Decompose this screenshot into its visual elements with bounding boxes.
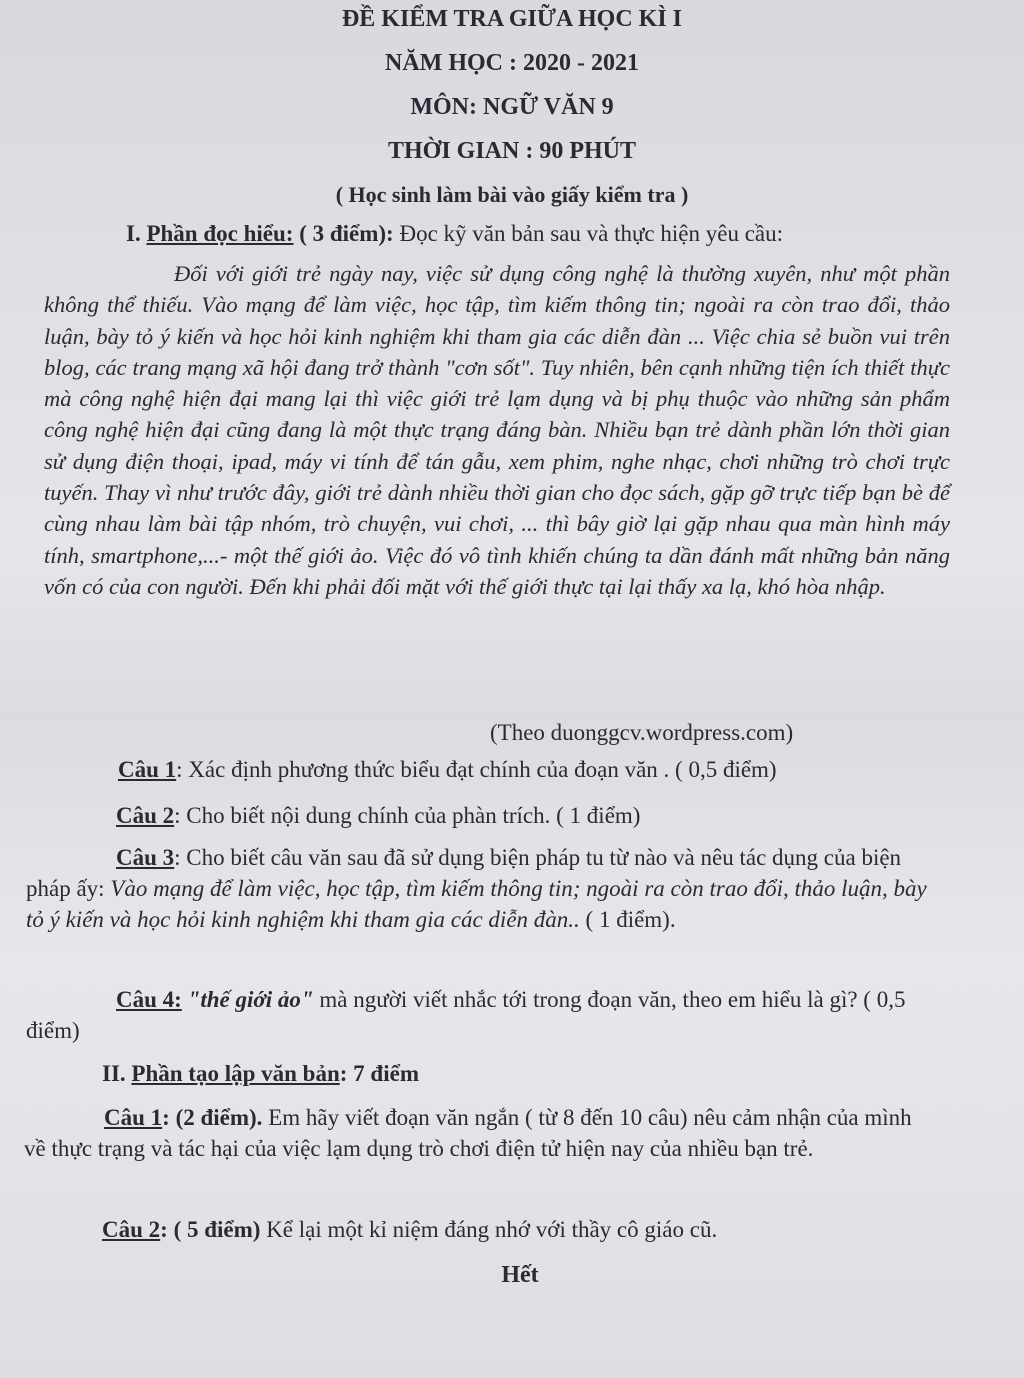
q4-label: Câu 4: <box>116 987 182 1012</box>
part1-title: Phần đọc hiểu: <box>146 221 294 246</box>
w1-text: Em hãy viết đoạn văn ngắn ( từ 8 đến 10 câu) nêu cảm nhận của mình về thực trạng và tác hại của việc lạm dụng trò chơi điện tử hiện nay của nhiều bạn trẻ. <box>24 1105 912 1161</box>
q2-label: Câu 2 <box>116 803 175 828</box>
part1-label: I. <box>126 221 141 246</box>
part1-heading <box>126 218 926 249</box>
q2-text: : Cho biết nội dung chính của phàn trích. ( 1 điểm) <box>174 803 641 828</box>
school-year: NĂM HỌC : 2020 - 2021 <box>385 50 639 76</box>
part2-title: Phần tạo lập văn bản <box>131 1061 340 1086</box>
q4-text: mà người viết nhắc tới trong đoạn văn, theo em hiểu là gì? ( 0,5 điểm) <box>26 987 906 1043</box>
question-3 <box>26 842 936 935</box>
q1-label: Câu 1 <box>118 757 177 782</box>
w2-label: Câu 2 <box>102 1217 161 1242</box>
question-2 <box>116 800 916 831</box>
reading-passage: Đối với giới trẻ ngày nay, việc sử dụng công nghệ là thường xuyên, như một phần không thể thiếu. Vào mạng để làm việc, học tập, tìm kiếm thông tin; ngoài ra còn trao đổi, thảo luận, bày tỏ ý kiến và học hỏi kinh nghiệm khi tham gia các diễn đàn ... Việc chia sẻ buồn vui trên blog, các trang mạng xã hội đang trở thành "cơn sốt". Tuy nhiên, bên cạnh những tiện ích thiết thực mà công nghệ hiện đại mang lại thì việc giới trẻ lạm dụng và bị phụ thuộc vào những sản phẩm công nghệ hiện đại cũng đang là một thực trạng đáng bàn. Nhiều bạn trẻ dành phần lớn thời gian sử dụng điện thoại, ipad, máy vi tính để tán gẫu, xem phim, nghe nhạc, chơi những trò chơi trực tuyến. Thay vì như trước đây, giới trẻ dành nhiều thời gian cho đọc sách, gặp gỡ trực tiếp bạn bè để cùng nhau làm bài tập nhóm, trò chuyện, vui chơi, ... thì bây giờ lại gặp nhau qua màn hình máy tính, smartphone,...- một thế giới ảo. Việc đó vô tình khiến chúng ta dần đánh mất những bản năng vốn có của con người. Đến khi phải đối mặt với thế giới thực tại lại thấy xa lạ, khó hòa nhập. <box>44 261 950 599</box>
part1-instruction: Đọc kỹ văn bản sau và thực hiện yêu cầu: <box>399 221 784 246</box>
part2-label: II. <box>102 1061 126 1086</box>
part2-points: : 7 điểm <box>339 1061 419 1086</box>
question-1 <box>118 754 918 785</box>
q3-quote: Vào mạng để làm việc, học tập, tìm kiếm thông tin; ngoài ra còn trao đổi, thảo luận, bày tỏ ý kiến và học hỏi kinh nghiệm khi tham gia các diễn đàn.. <box>26 876 927 932</box>
w2-text: Kể lại một kỉ niệm đáng nhớ với thầy cô giáo cũ. <box>260 1217 718 1242</box>
part2-heading <box>102 1058 902 1089</box>
part1-points: ( 3 điểm): <box>299 221 394 246</box>
exam-note: ( Học sinh làm bài vào giấy kiểm tra ) <box>335 182 689 207</box>
q3-points: ( 1 điểm). <box>579 907 676 932</box>
subject: MÔN: NGỮ VĂN 9 <box>410 94 614 120</box>
q4-quote: "thế giới ảo" <box>187 987 314 1012</box>
writing-question-1 <box>24 1102 934 1164</box>
q1-text: : Xác định phương thức biểu đạt chính của đoạn văn . ( 0,5 điểm) <box>176 757 777 782</box>
w1-label: Câu 1 <box>104 1105 163 1130</box>
passage-source: (Theo duonggcv.wordpress.com) <box>490 720 794 745</box>
end-marker: Hết <box>501 1262 539 1288</box>
q3-label: Câu 3 <box>116 845 175 870</box>
writing-question-2 <box>102 1214 932 1245</box>
question-4 <box>26 984 936 1046</box>
exam-time: THỜI GIAN : 90 PHÚT <box>387 138 636 164</box>
exam-title: ĐỀ KIỂM TRA GIỮA HỌC KÌ I <box>341 6 683 32</box>
w1-points: : (2 điểm). <box>162 1105 263 1130</box>
q3-text: : Cho biết câu văn sau đã sử dụng biện pháp tu từ nào và nêu tác dụng của biện pháp ấy: <box>26 845 902 901</box>
w2-points: : ( 5 điểm) <box>160 1217 261 1242</box>
